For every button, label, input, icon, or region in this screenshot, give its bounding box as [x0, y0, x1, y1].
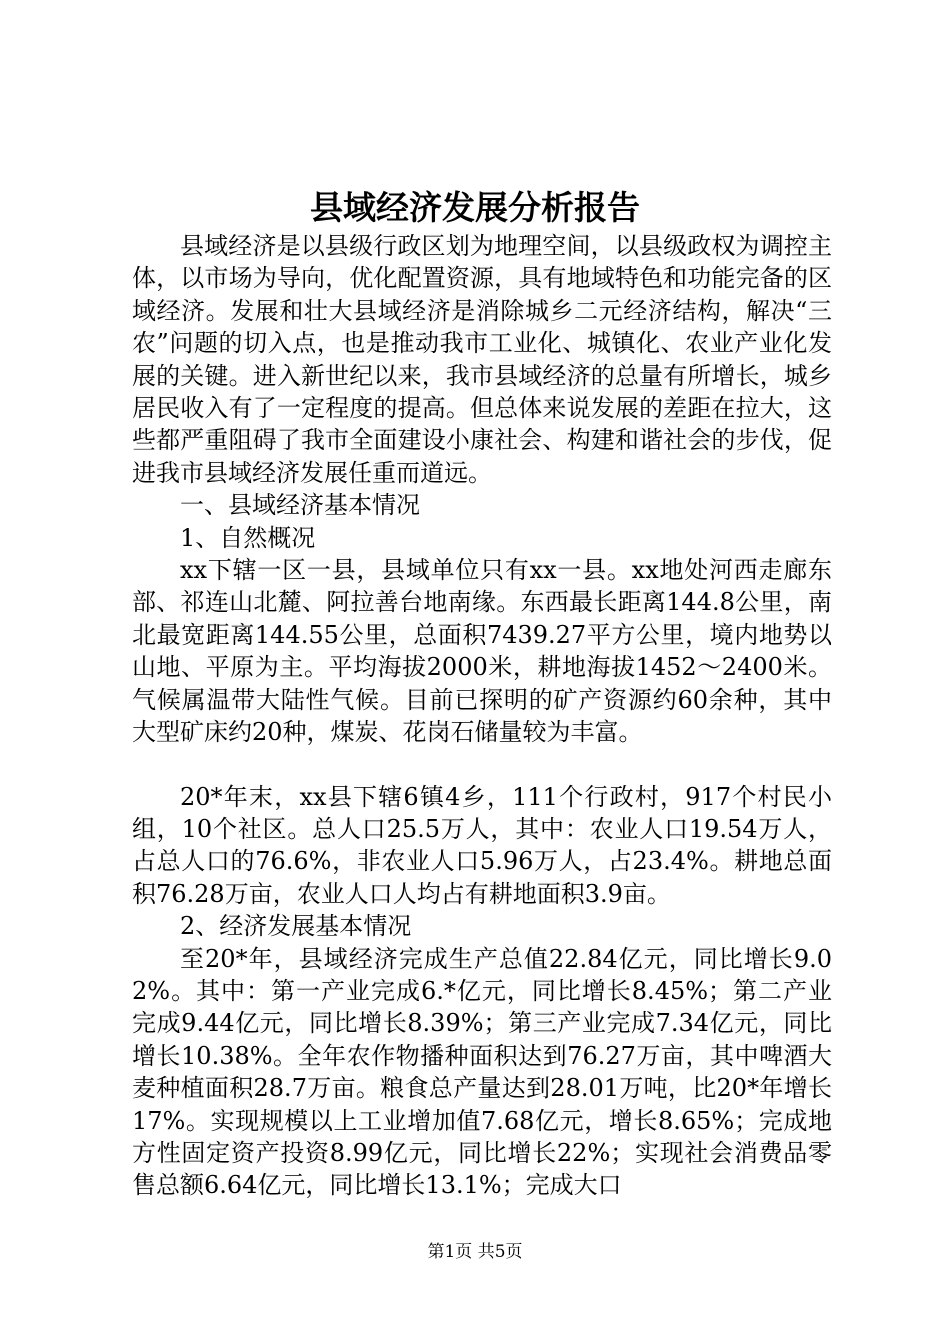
population-paragraph: 20*年末，xx县下辖6镇4乡，111个行政村，917个村民小组，10个社区。总人口25.5万人，其中：农业人口19.54万人，占总人口的76.6%，非农业人口5.96万人，占23.4%。耕地总面积76.28万亩，农业人口人均占有耕地面积3.9亩。: [132, 782, 832, 908]
page-footer: 第1页 共5页: [427, 1242, 523, 1262]
document-body: [132, 230, 832, 1202]
intro-paragraph: 县域经济是以县级行政区划为地理空间，以县级政权为调控主体，以市场为导向，优化配置资源，具有地域特色和功能完备的区域经济。发展和壮大县域经济是消除城乡二元经济结构，解决“三农”问题的切入点，也是推动我市工业化、城镇化、农业产业化发展的关键。进入新世纪以来，我市县域经济的总量有所增长，城乡居民收入有了一定程度的提高。但总体来说发展的差距在拉大，这些都严重阻碍了我市全面建设小康社会、构建和谐社会的步伐，促进我市县域经济发展任重而道远。: [132, 232, 832, 487]
natural-overview-paragraph: xx下辖一区一县，县域单位只有xx一县。xx地处河西走廊东部、祁连山北麓、阿拉善台地南缘。东西最长距离144.8公里，南北最宽距离144.55公里，总面积7439.27平方公里，境内地势以山地、平原为主。平均海拔2000米，耕地海拔1452～2400米。气候属温带大陆性气候。目前已探明的矿产资源约60余种，其中大型矿床约20种，煤炭、花岗石储量较为丰富。: [132, 556, 832, 747]
document-title: 县域经济发展分析报告: [310, 188, 640, 227]
subsection-heading-economic-development: 2、经济发展基本情况: [180, 912, 412, 941]
section-heading-basic-situation: 一、县域经济基本情况: [180, 491, 420, 520]
economic-development-paragraph: 至20*年，县域经济完成生产总值22.84亿元，同比增长9.02%。其中：第一产业完成6.*亿元，同比增长8.45%；第二产业完成9.44亿元，同比增长8.39%；第三产业完成7.34亿元，同比增长10.38%。全年农作物播种面积达到76.27万亩，其中啤酒大麦种植面积28.7万亩。粮食总产量达到28.01万吨，比20*年增长17%。实现规模以上工业增加值7.68亿元，增长8.65%；完成地方性固定资产投资8.99亿元，同比增长22%；实现社会消费品零售总额6.64亿元，同比增长13.1%；完成大口: [132, 944, 832, 1200]
subsection-heading-natural-overview: 1、自然概况: [180, 523, 316, 552]
paragraph-spacer: [132, 749, 832, 781]
